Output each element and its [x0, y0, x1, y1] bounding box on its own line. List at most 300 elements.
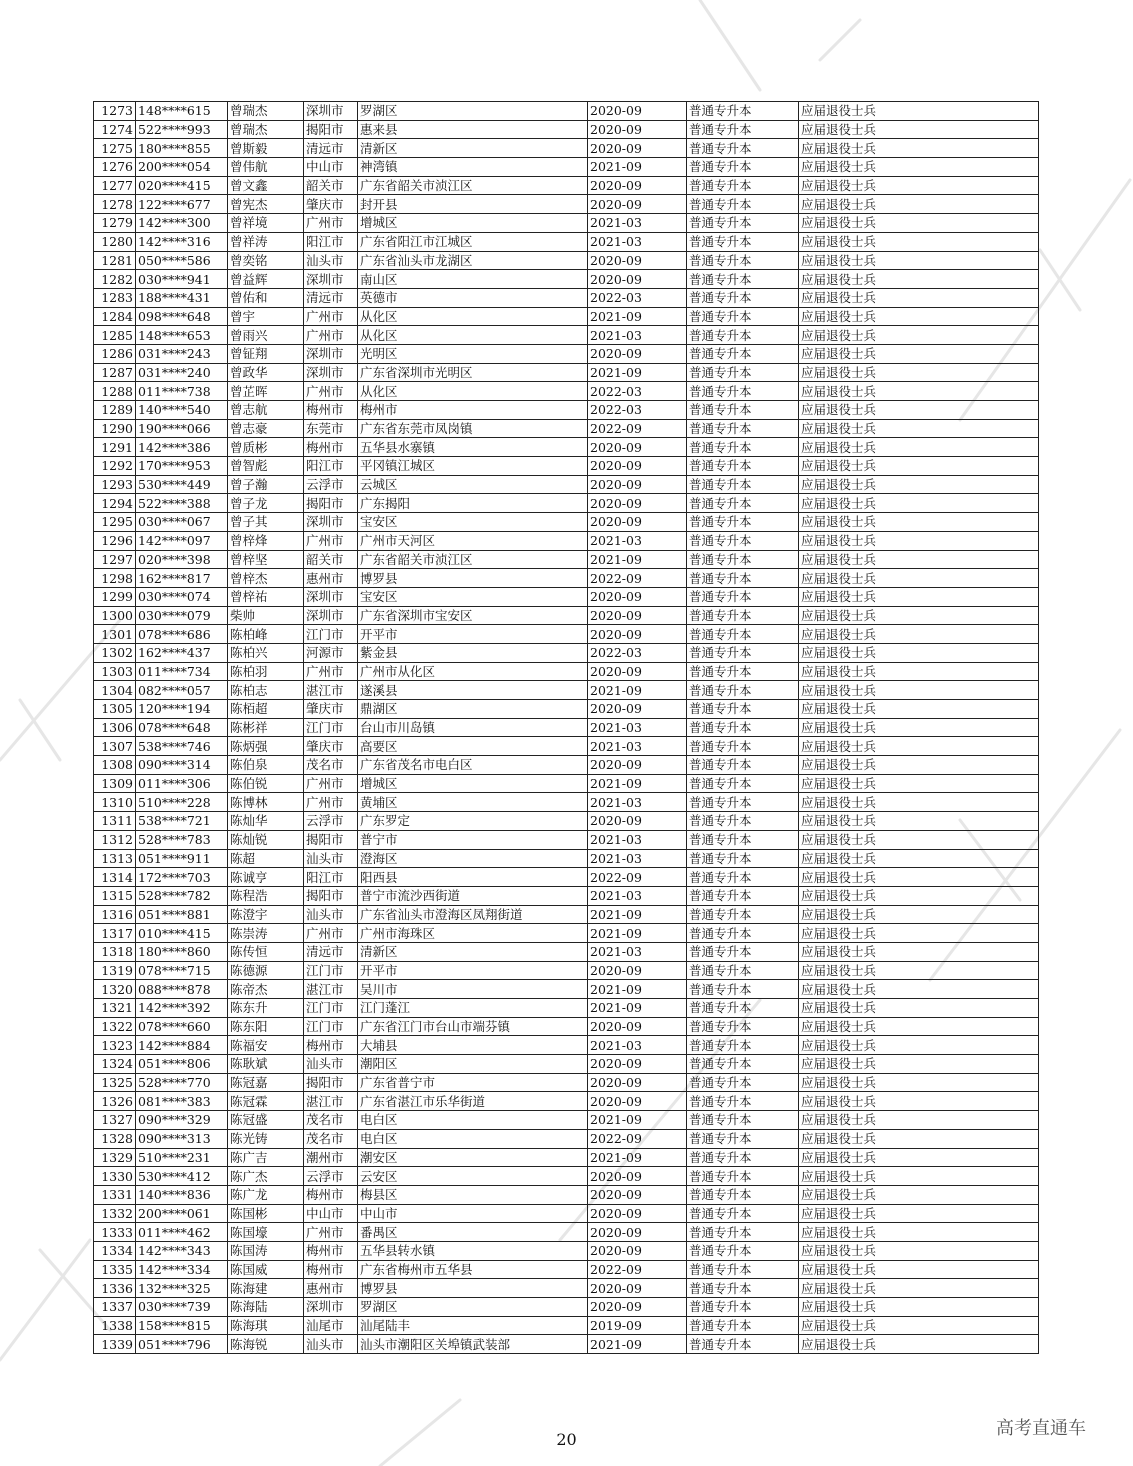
- cell-address: 惠来县: [358, 120, 588, 139]
- cell-category: 应届退役士兵: [799, 737, 1039, 756]
- cell-address: 云安区: [358, 1167, 588, 1186]
- cell-name: 陈柏兴: [228, 643, 304, 662]
- cell-address: 平冈镇江城区: [358, 457, 588, 476]
- cell-name: 陈海锐: [228, 1335, 304, 1354]
- cell-serial: 1300: [94, 606, 136, 625]
- cell-id-number: 031****240: [136, 363, 228, 382]
- cell-id-number: 020****415: [136, 176, 228, 195]
- cell-date: 2022-03: [588, 288, 687, 307]
- cell-id-number: 200****061: [136, 1204, 228, 1223]
- cell-category: 应届退役士兵: [799, 102, 1039, 121]
- cell-date: 2021-09: [588, 363, 687, 382]
- cell-id-number: 142****334: [136, 1260, 228, 1279]
- cell-address: 普宁市流沙西街道: [358, 886, 588, 905]
- cell-name: 曾子其: [228, 513, 304, 532]
- cell-id-number: 088****878: [136, 980, 228, 999]
- cell-name: 曾祥境: [228, 214, 304, 233]
- cell-name: 陈柏峰: [228, 625, 304, 644]
- table-row: [94, 756, 1039, 775]
- cell-address: 广东省深圳市宝安区: [358, 606, 588, 625]
- cell-id-number: 530****449: [136, 475, 228, 494]
- cell-city: 广州市: [304, 382, 358, 401]
- cell-name: 曾梓坚: [228, 550, 304, 569]
- cell-category: 应届退役士兵: [799, 326, 1039, 345]
- cell-id-number: 538****746: [136, 737, 228, 756]
- roster-table-container: [93, 101, 1038, 1354]
- table-row: [94, 643, 1039, 662]
- cell-date: 2020-09: [588, 438, 687, 457]
- cell-city: 广州市: [304, 924, 358, 943]
- cell-name: 曾奕铭: [228, 251, 304, 270]
- cell-name: 陈炳强: [228, 737, 304, 756]
- cell-program: 普通专升本: [687, 1148, 799, 1167]
- cell-name: 曾梓烽: [228, 531, 304, 550]
- cell-program: 普通专升本: [687, 625, 799, 644]
- cell-city: 梅州市: [304, 1185, 358, 1204]
- cell-program: 普通专升本: [687, 382, 799, 401]
- cell-address: 汕尾陆丰: [358, 1316, 588, 1335]
- cell-program: 普通专升本: [687, 513, 799, 532]
- cell-category: 应届退役士兵: [799, 513, 1039, 532]
- cell-program: 普通专升本: [687, 662, 799, 681]
- cell-name: 陈冠嘉: [228, 1073, 304, 1092]
- cell-serial: 1324: [94, 1055, 136, 1074]
- cell-name: 曾芷晖: [228, 382, 304, 401]
- table-row: [94, 513, 1039, 532]
- cell-address: 梅州市: [358, 401, 588, 420]
- cell-city: 韶关市: [304, 176, 358, 195]
- cell-program: 普通专升本: [687, 737, 799, 756]
- cell-name: 陈冠盛: [228, 1111, 304, 1130]
- cell-id-number: 170****953: [136, 457, 228, 476]
- cell-category: 应届退役士兵: [799, 961, 1039, 980]
- cell-date: 2021-09: [588, 1335, 687, 1354]
- cell-id-number: 122****677: [136, 195, 228, 214]
- cell-category: 应届退役士兵: [799, 606, 1039, 625]
- cell-category: 应届退役士兵: [799, 120, 1039, 139]
- cell-date: 2022-09: [588, 1260, 687, 1279]
- cell-category: 应届退役士兵: [799, 1129, 1039, 1148]
- cell-date: 2021-03: [588, 737, 687, 756]
- table-row: [94, 1316, 1039, 1335]
- cell-id-number: 030****074: [136, 587, 228, 606]
- table-row: [94, 102, 1039, 121]
- table-row: [94, 681, 1039, 700]
- cell-program: 普通专升本: [687, 999, 799, 1018]
- cell-city: 云浮市: [304, 1167, 358, 1186]
- cell-city: 茂名市: [304, 1111, 358, 1130]
- cell-name: 陈诚亨: [228, 868, 304, 887]
- cell-program: 普通专升本: [687, 1167, 799, 1186]
- cell-program: 普通专升本: [687, 195, 799, 214]
- cell-category: 应届退役士兵: [799, 980, 1039, 999]
- cell-date: 2020-09: [588, 457, 687, 476]
- cell-date: 2019-09: [588, 1316, 687, 1335]
- cell-name: 陈柏羽: [228, 662, 304, 681]
- cell-name: 陈广龙: [228, 1185, 304, 1204]
- cell-address: 从化区: [358, 382, 588, 401]
- cell-id-number: 011****306: [136, 774, 228, 793]
- cell-address: 广东省梅州市五华县: [358, 1260, 588, 1279]
- cell-name: 曾宪杰: [228, 195, 304, 214]
- cell-city: 梅州市: [304, 401, 358, 420]
- cell-category: 应届退役士兵: [799, 868, 1039, 887]
- cell-city: 江门市: [304, 625, 358, 644]
- cell-city: 潮州市: [304, 1148, 358, 1167]
- cell-address: 广东揭阳: [358, 494, 588, 513]
- cell-program: 普通专升本: [687, 102, 799, 121]
- cell-serial: 1316: [94, 905, 136, 924]
- cell-date: 2020-09: [588, 1055, 687, 1074]
- cell-category: 应届退役士兵: [799, 438, 1039, 457]
- cell-category: 应届退役士兵: [799, 1036, 1039, 1055]
- cell-name: 陈栢超: [228, 700, 304, 719]
- cell-address: 潮安区: [358, 1148, 588, 1167]
- cell-city: 深圳市: [304, 606, 358, 625]
- cell-address: 广州市天河区: [358, 531, 588, 550]
- cell-program: 普通专升本: [687, 756, 799, 775]
- cell-program: 普通专升本: [687, 606, 799, 625]
- cell-date: 2020-09: [588, 1279, 687, 1298]
- cell-address: 光明区: [358, 344, 588, 363]
- table-row: [94, 158, 1039, 177]
- cell-address: 罗湖区: [358, 102, 588, 121]
- cell-program: 普通专升本: [687, 494, 799, 513]
- cell-name: 陈东阳: [228, 1017, 304, 1036]
- cell-program: 普通专升本: [687, 961, 799, 980]
- cell-program: 普通专升本: [687, 176, 799, 195]
- cell-id-number: 162****817: [136, 569, 228, 588]
- cell-date: 2020-09: [588, 587, 687, 606]
- cell-program: 普通专升本: [687, 270, 799, 289]
- cell-category: 应届退役士兵: [799, 382, 1039, 401]
- table-row: [94, 999, 1039, 1018]
- cell-category: 应届退役士兵: [799, 1092, 1039, 1111]
- cell-id-number: 051****881: [136, 905, 228, 924]
- cell-serial: 1327: [94, 1111, 136, 1130]
- table-row: [94, 120, 1039, 139]
- cell-serial: 1312: [94, 830, 136, 849]
- cell-category: 应届退役士兵: [799, 1111, 1039, 1130]
- cell-serial: 1314: [94, 868, 136, 887]
- cell-address: 博罗县: [358, 1279, 588, 1298]
- cell-city: 肇庆市: [304, 195, 358, 214]
- table-row: [94, 1260, 1039, 1279]
- brand-label: 高考直通车: [996, 1418, 1086, 1439]
- cell-name: 曾雨兴: [228, 326, 304, 345]
- cell-serial: 1323: [94, 1036, 136, 1055]
- cell-date: 2022-03: [588, 643, 687, 662]
- cell-city: 清远市: [304, 942, 358, 961]
- cell-program: 普通专升本: [687, 905, 799, 924]
- cell-program: 普通专升本: [687, 774, 799, 793]
- cell-id-number: 011****462: [136, 1223, 228, 1242]
- cell-name: 陈程浩: [228, 886, 304, 905]
- cell-id-number: 538****721: [136, 812, 228, 831]
- cell-id-number: 090****314: [136, 756, 228, 775]
- cell-id-number: 011****738: [136, 382, 228, 401]
- cell-city: 惠州市: [304, 569, 358, 588]
- cell-date: 2020-09: [588, 812, 687, 831]
- cell-name: 陈伯泉: [228, 756, 304, 775]
- table-row: [94, 1073, 1039, 1092]
- cell-serial: 1309: [94, 774, 136, 793]
- cell-id-number: 142****386: [136, 438, 228, 457]
- cell-address: 广东省深圳市光明区: [358, 363, 588, 382]
- table-row: [94, 457, 1039, 476]
- cell-category: 应届退役士兵: [799, 886, 1039, 905]
- table-row: [94, 401, 1039, 420]
- table-row: [94, 625, 1039, 644]
- cell-category: 应届退役士兵: [799, 1017, 1039, 1036]
- cell-program: 普通专升本: [687, 1204, 799, 1223]
- cell-program: 普通专升本: [687, 868, 799, 887]
- cell-name: 曾佑和: [228, 288, 304, 307]
- cell-program: 普通专升本: [687, 1129, 799, 1148]
- cell-name: 曾斯毅: [228, 139, 304, 158]
- cell-address: 云城区: [358, 475, 588, 494]
- cell-date: 2021-03: [588, 1036, 687, 1055]
- cell-address: 宝安区: [358, 587, 588, 606]
- cell-program: 普通专升本: [687, 139, 799, 158]
- table-row: [94, 1148, 1039, 1167]
- table-row: [94, 1129, 1039, 1148]
- cell-date: 2020-09: [588, 1073, 687, 1092]
- cell-serial: 1276: [94, 158, 136, 177]
- cell-program: 普通专升本: [687, 1298, 799, 1317]
- table-row: [94, 905, 1039, 924]
- cell-id-number: 528****783: [136, 830, 228, 849]
- cell-program: 普通专升本: [687, 120, 799, 139]
- cell-city: 湛江市: [304, 980, 358, 999]
- cell-serial: 1294: [94, 494, 136, 513]
- cell-city: 广州市: [304, 1223, 358, 1242]
- cell-address: 广东省汕头市澄海区凤翔街道: [358, 905, 588, 924]
- cell-city: 湛江市: [304, 1092, 358, 1111]
- table-row: [94, 569, 1039, 588]
- cell-id-number: 142****343: [136, 1241, 228, 1260]
- cell-address: 电白区: [358, 1129, 588, 1148]
- cell-program: 普通专升本: [687, 830, 799, 849]
- cell-category: 应届退役士兵: [799, 139, 1039, 158]
- cell-date: 2021-03: [588, 886, 687, 905]
- cell-date: 2022-09: [588, 1129, 687, 1148]
- cell-serial: 1313: [94, 849, 136, 868]
- cell-serial: 1326: [94, 1092, 136, 1111]
- cell-id-number: 180****855: [136, 139, 228, 158]
- cell-city: 中山市: [304, 158, 358, 177]
- cell-id-number: 510****228: [136, 793, 228, 812]
- cell-category: 应届退役士兵: [799, 1148, 1039, 1167]
- cell-date: 2021-09: [588, 550, 687, 569]
- cell-name: 曾智彪: [228, 457, 304, 476]
- cell-city: 汕头市: [304, 1055, 358, 1074]
- cell-date: 2020-09: [588, 344, 687, 363]
- cell-city: 深圳市: [304, 1298, 358, 1317]
- cell-category: 应届退役士兵: [799, 587, 1039, 606]
- cell-address: 广东省东莞市凤岗镇: [358, 419, 588, 438]
- cell-city: 广州市: [304, 774, 358, 793]
- table-row: [94, 382, 1039, 401]
- cell-name: 曾志豪: [228, 419, 304, 438]
- cell-name: 曾质彬: [228, 438, 304, 457]
- cell-date: 2021-09: [588, 681, 687, 700]
- cell-program: 普通专升本: [687, 232, 799, 251]
- cell-id-number: 158****815: [136, 1316, 228, 1335]
- cell-program: 普通专升本: [687, 344, 799, 363]
- cell-date: 2021-09: [588, 158, 687, 177]
- cell-serial: 1301: [94, 625, 136, 644]
- cell-program: 普通专升本: [687, 251, 799, 270]
- cell-date: 2020-09: [588, 700, 687, 719]
- table-row: [94, 1055, 1039, 1074]
- cell-id-number: 180****860: [136, 942, 228, 961]
- cell-serial: 1293: [94, 475, 136, 494]
- cell-program: 普通专升本: [687, 681, 799, 700]
- cell-city: 阳江市: [304, 457, 358, 476]
- cell-date: 2021-03: [588, 326, 687, 345]
- cell-address: 博罗县: [358, 569, 588, 588]
- cell-city: 广州市: [304, 214, 358, 233]
- cell-name: 陈崇涛: [228, 924, 304, 943]
- cell-program: 普通专升本: [687, 438, 799, 457]
- cell-serial: 1295: [94, 513, 136, 532]
- cell-date: 2020-09: [588, 756, 687, 775]
- cell-name: 陈德源: [228, 961, 304, 980]
- cell-city: 江门市: [304, 999, 358, 1018]
- cell-program: 普通专升本: [687, 475, 799, 494]
- cell-address: 梅县区: [358, 1185, 588, 1204]
- cell-name: 陈光铸: [228, 1129, 304, 1148]
- cell-city: 揭阳市: [304, 886, 358, 905]
- cell-city: 深圳市: [304, 344, 358, 363]
- cell-city: 江门市: [304, 1017, 358, 1036]
- cell-address: 台山市川岛镇: [358, 718, 588, 737]
- cell-category: 应届退役士兵: [799, 1055, 1039, 1074]
- table-row: [94, 1241, 1039, 1260]
- cell-date: 2020-09: [588, 120, 687, 139]
- cell-id-number: 528****782: [136, 886, 228, 905]
- cell-name: 曾梓杰: [228, 569, 304, 588]
- table-row: [94, 868, 1039, 887]
- cell-category: 应届退役士兵: [799, 905, 1039, 924]
- cell-id-number: 078****686: [136, 625, 228, 644]
- cell-address: 大埔县: [358, 1036, 588, 1055]
- table-row: [94, 606, 1039, 625]
- cell-category: 应届退役士兵: [799, 494, 1039, 513]
- table-row: [94, 176, 1039, 195]
- table-row: [94, 195, 1039, 214]
- table-row: [94, 550, 1039, 569]
- cell-city: 湛江市: [304, 681, 358, 700]
- cell-address: 开平市: [358, 625, 588, 644]
- cell-address: 增城区: [358, 214, 588, 233]
- cell-name: 陈超: [228, 849, 304, 868]
- cell-name: 曾瑞杰: [228, 102, 304, 121]
- cell-id-number: 030****067: [136, 513, 228, 532]
- cell-address: 中山市: [358, 1204, 588, 1223]
- cell-address: 神湾镇: [358, 158, 588, 177]
- cell-program: 普通专升本: [687, 942, 799, 961]
- cell-date: 2020-09: [588, 1092, 687, 1111]
- cell-city: 阳江市: [304, 868, 358, 887]
- cell-category: 应届退役士兵: [799, 793, 1039, 812]
- cell-program: 普通专升本: [687, 419, 799, 438]
- cell-id-number: 078****660: [136, 1017, 228, 1036]
- cell-id-number: 142****884: [136, 1036, 228, 1055]
- cell-id-number: 030****739: [136, 1298, 228, 1317]
- cell-id-number: 011****734: [136, 662, 228, 681]
- cell-serial: 1329: [94, 1148, 136, 1167]
- cell-program: 普通专升本: [687, 1260, 799, 1279]
- table-row: [94, 1036, 1039, 1055]
- table-row: [94, 793, 1039, 812]
- cell-address: 从化区: [358, 307, 588, 326]
- table-row: [94, 942, 1039, 961]
- cell-city: 揭阳市: [304, 830, 358, 849]
- cell-category: 应届退役士兵: [799, 457, 1039, 476]
- cell-city: 深圳市: [304, 513, 358, 532]
- cell-address: 黄埔区: [358, 793, 588, 812]
- cell-address: 广东省湛江市乐华街道: [358, 1092, 588, 1111]
- table-row: [94, 700, 1039, 719]
- cell-city: 深圳市: [304, 363, 358, 382]
- cell-category: 应届退役士兵: [799, 812, 1039, 831]
- cell-program: 普通专升本: [687, 924, 799, 943]
- cell-id-number: 120****194: [136, 700, 228, 719]
- cell-serial: 1286: [94, 344, 136, 363]
- cell-serial: 1278: [94, 195, 136, 214]
- cell-address: 广东省韶关市浈江区: [358, 176, 588, 195]
- cell-date: 2020-09: [588, 1223, 687, 1242]
- cell-name: 陈帝杰: [228, 980, 304, 999]
- cell-program: 普通专升本: [687, 214, 799, 233]
- cell-name: 陈柏志: [228, 681, 304, 700]
- cell-city: 梅州市: [304, 438, 358, 457]
- table-row: [94, 307, 1039, 326]
- cell-id-number: 031****243: [136, 344, 228, 363]
- cell-id-number: 078****715: [136, 961, 228, 980]
- cell-program: 普通专升本: [687, 158, 799, 177]
- cell-city: 江门市: [304, 961, 358, 980]
- cell-address: 清新区: [358, 942, 588, 961]
- cell-program: 普通专升本: [687, 980, 799, 999]
- cell-id-number: 081****383: [136, 1092, 228, 1111]
- cell-serial: 1287: [94, 363, 136, 382]
- cell-address: 清新区: [358, 139, 588, 158]
- table-row: [94, 849, 1039, 868]
- cell-id-number: 090****329: [136, 1111, 228, 1130]
- cell-name: 曾梓祐: [228, 587, 304, 606]
- cell-serial: 1303: [94, 662, 136, 681]
- cell-date: 2021-03: [588, 531, 687, 550]
- cell-city: 中山市: [304, 1204, 358, 1223]
- cell-id-number: 148****653: [136, 326, 228, 345]
- cell-name: 曾钲翔: [228, 344, 304, 363]
- cell-category: 应届退役士兵: [799, 475, 1039, 494]
- cell-category: 应届退役士兵: [799, 643, 1039, 662]
- cell-date: 2020-09: [588, 251, 687, 270]
- cell-date: 2021-09: [588, 924, 687, 943]
- cell-category: 应届退役士兵: [799, 158, 1039, 177]
- cell-date: 2020-09: [588, 1241, 687, 1260]
- cell-date: 2021-03: [588, 718, 687, 737]
- cell-city: 广州市: [304, 307, 358, 326]
- cell-name: 曾子瀚: [228, 475, 304, 494]
- cell-category: 应届退役士兵: [799, 344, 1039, 363]
- cell-city: 汕头市: [304, 1335, 358, 1354]
- cell-name: 曾志航: [228, 401, 304, 420]
